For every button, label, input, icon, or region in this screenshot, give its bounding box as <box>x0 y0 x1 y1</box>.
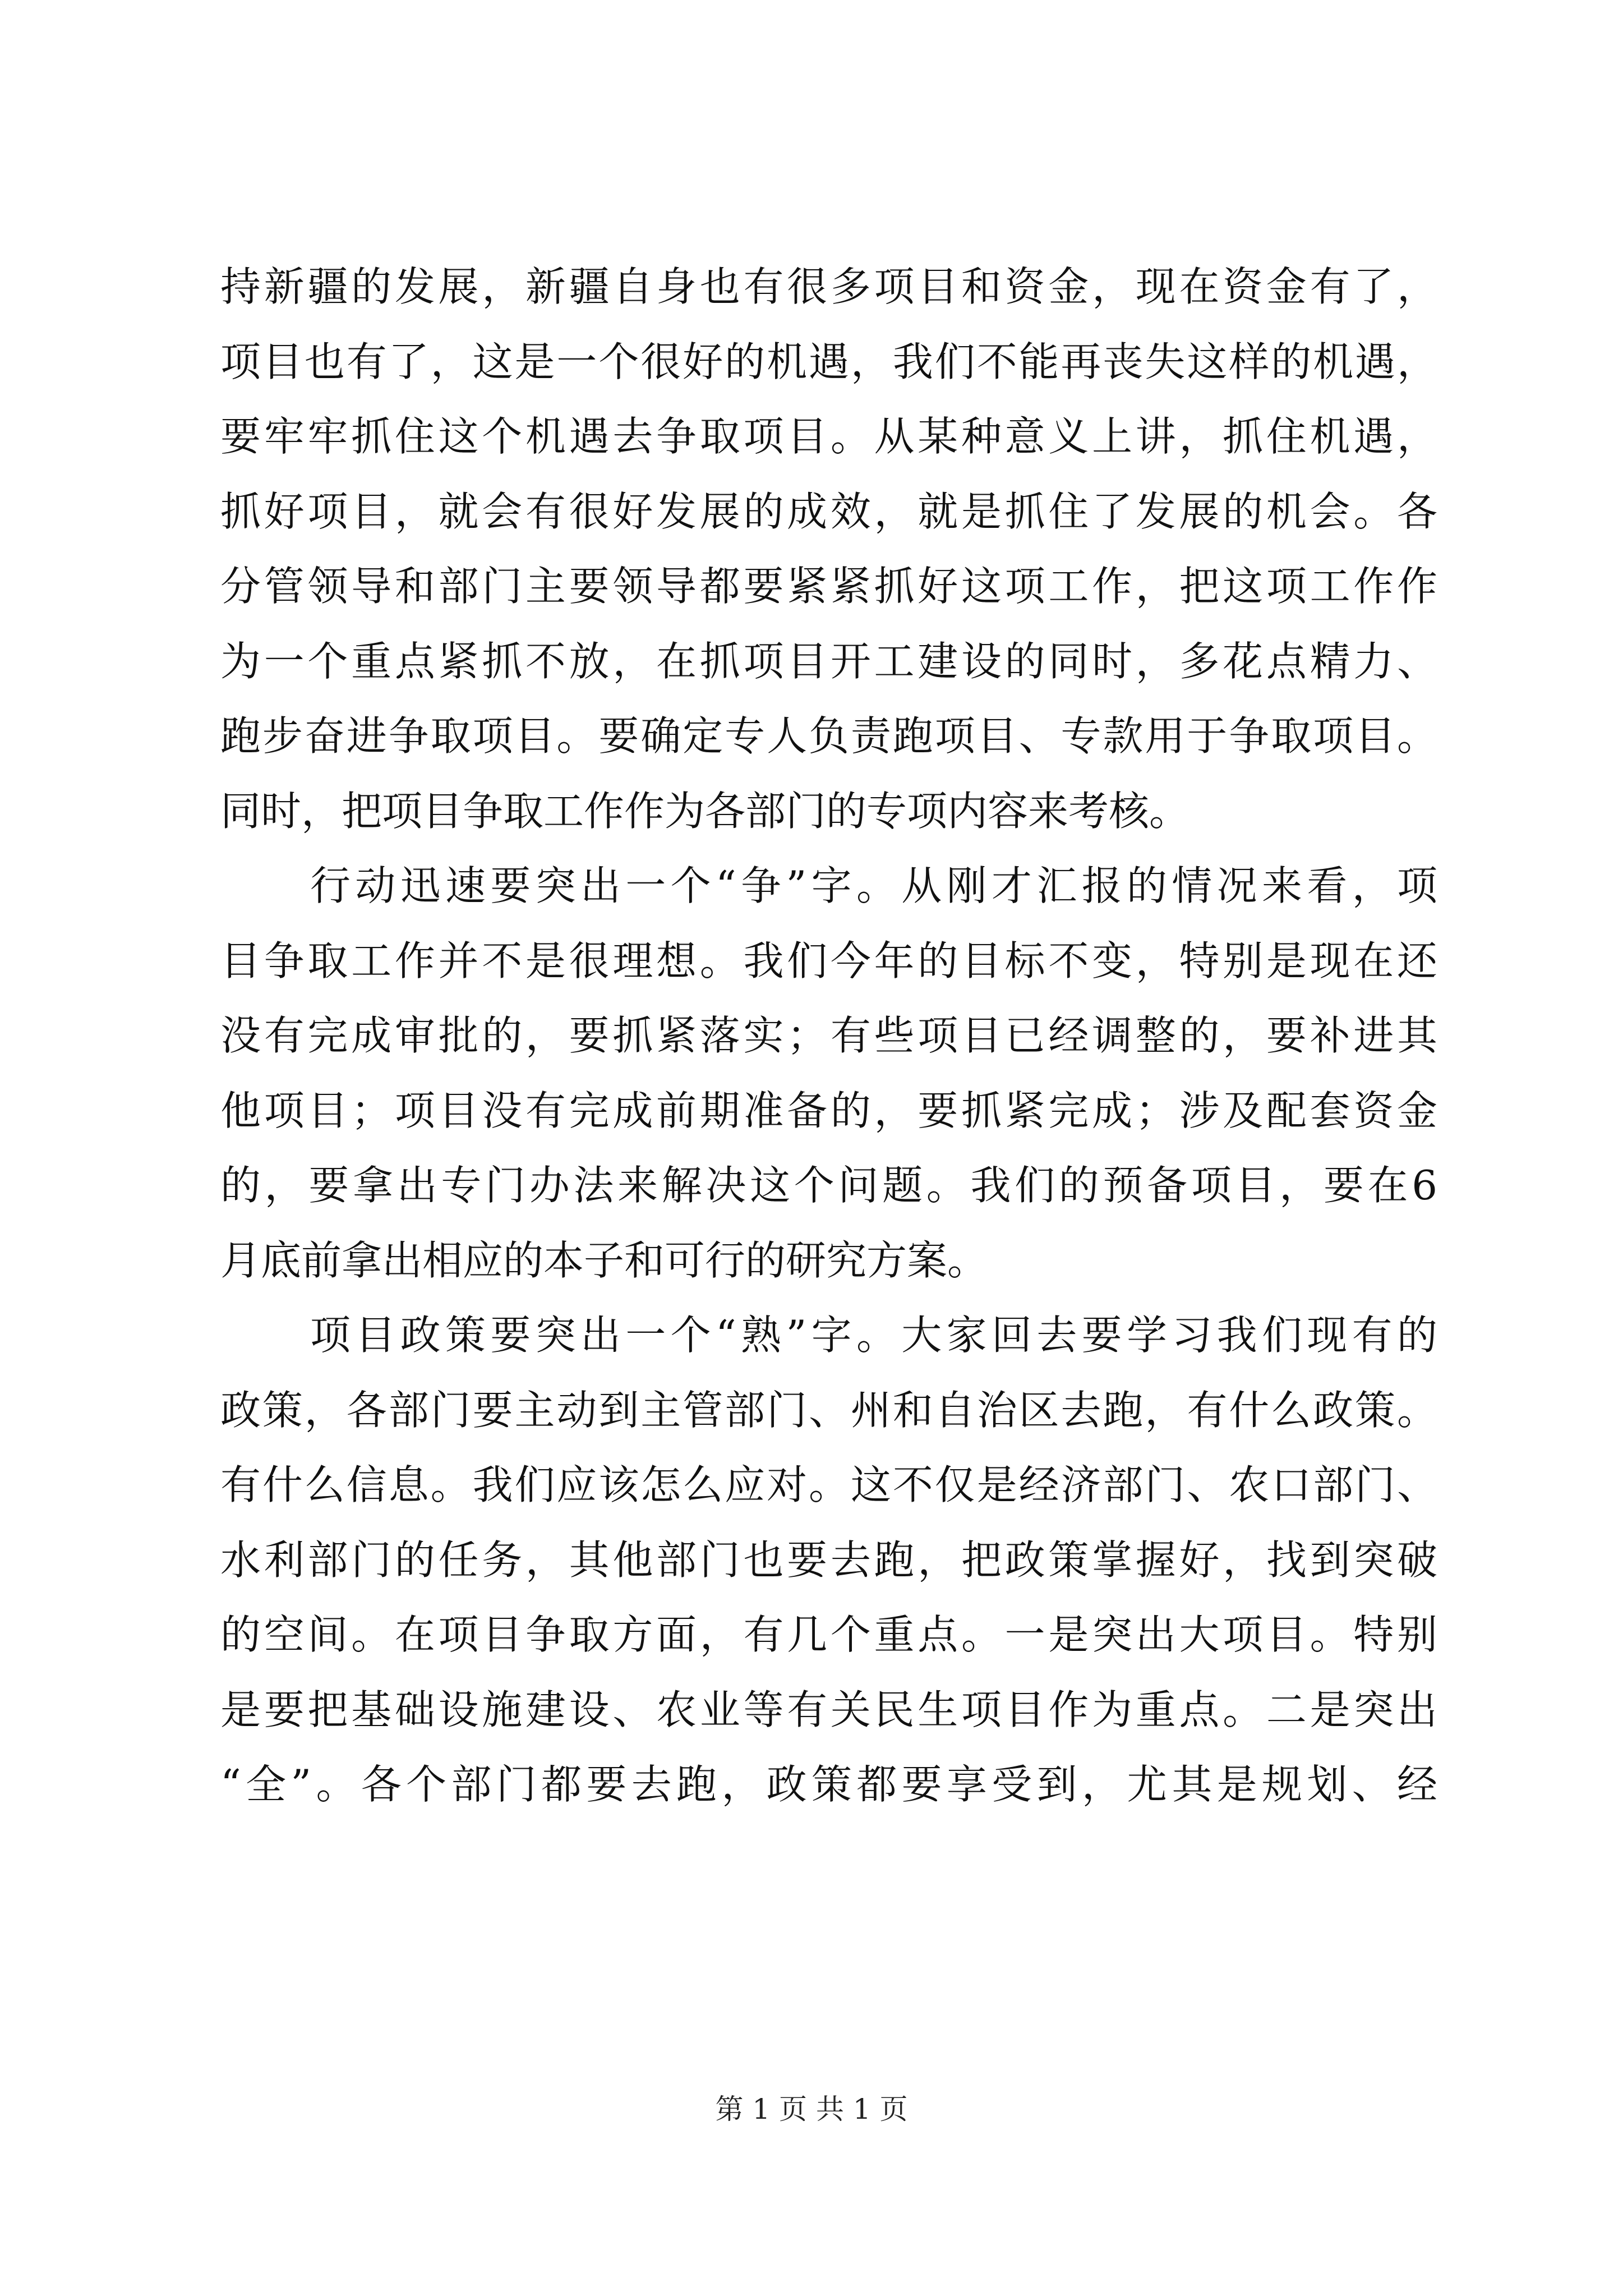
text-line: 持新疆的发展，新疆自身也有很多项目和资金，现在资金有了， <box>220 263 1437 310</box>
body-text <box>220 250 1437 1823</box>
text-line: 要牢牢抓住这个机遇去争取项目。从某种意义上讲，抓住机遇， <box>220 413 1437 460</box>
text-line: 是要把基础设施建设、农业等有关民生项目作为重点。二是突出 <box>220 1686 1437 1733</box>
text-line: 政策，各部门要主动到主管部门、州和自治区去跑，有什么政策。 <box>220 1386 1437 1434</box>
text-line: 他项目；项目没有完成前期准备的，要抓紧完成；涉及配套资金 <box>220 1087 1437 1134</box>
text-line: 水利部门的任务，其他部门也要去跑，把政策掌握好，找到突破 <box>220 1536 1437 1584</box>
paragraph-first-line: 行动迅速要突出一个“争”字。从刚才汇报的情况来看，项 <box>310 862 1437 909</box>
text-line: 没有完成审批的，要抓紧落实；有些项目已经调整的，要补进其 <box>220 1012 1437 1059</box>
text-line: 有什么信息。我们应该怎么应对。这不仅是经济部门、农口部门、 <box>220 1461 1437 1508</box>
text-line: 的空间。在项目争取方面，有几个重点。一是突出大项目。特别 <box>220 1611 1437 1658</box>
text-line: 目争取工作并不是很理想。我们今年的目标不变，特别是现在还 <box>220 937 1437 984</box>
text-line: 月底前拿出相应的本子和可行的研究方案。 <box>220 1236 988 1284</box>
paragraph-first-line: 项目政策要突出一个“熟”字。大家回去要学习我们现有的 <box>310 1312 1437 1359</box>
text-line: 同时，把项目争取工作作为各部门的专项内容来考核。 <box>220 787 1190 835</box>
page-number: 第 1 页 共 1 页 <box>715 2093 908 2125</box>
text-line: 为一个重点紧抓不放，在抓项目开工建设的同时，多花点精力、 <box>220 637 1437 685</box>
text-line: 抓好项目，就会有很好发展的成效，就是抓住了发展的机会。各 <box>220 487 1437 535</box>
page-footer <box>0 2090 1623 2129</box>
text-line: 跑步奋进争取项目。要确定专人负责跑项目、专款用于争取项目。 <box>220 712 1437 760</box>
text-line: “全”。各个部门都要去跑，政策都要享受到，尤其是规划、经 <box>220 1761 1437 1808</box>
text-line: 的，要拿出专门办法来解决这个问题。我们的预备项目，要在6 <box>220 1162 1437 1209</box>
text-line: 项目也有了，这是一个很好的机遇，我们不能再丧失这样的机遇， <box>220 338 1437 385</box>
text-line: 分管领导和部门主要领导都要紧紧抓好这项工作，把这项工作作 <box>220 563 1437 610</box>
